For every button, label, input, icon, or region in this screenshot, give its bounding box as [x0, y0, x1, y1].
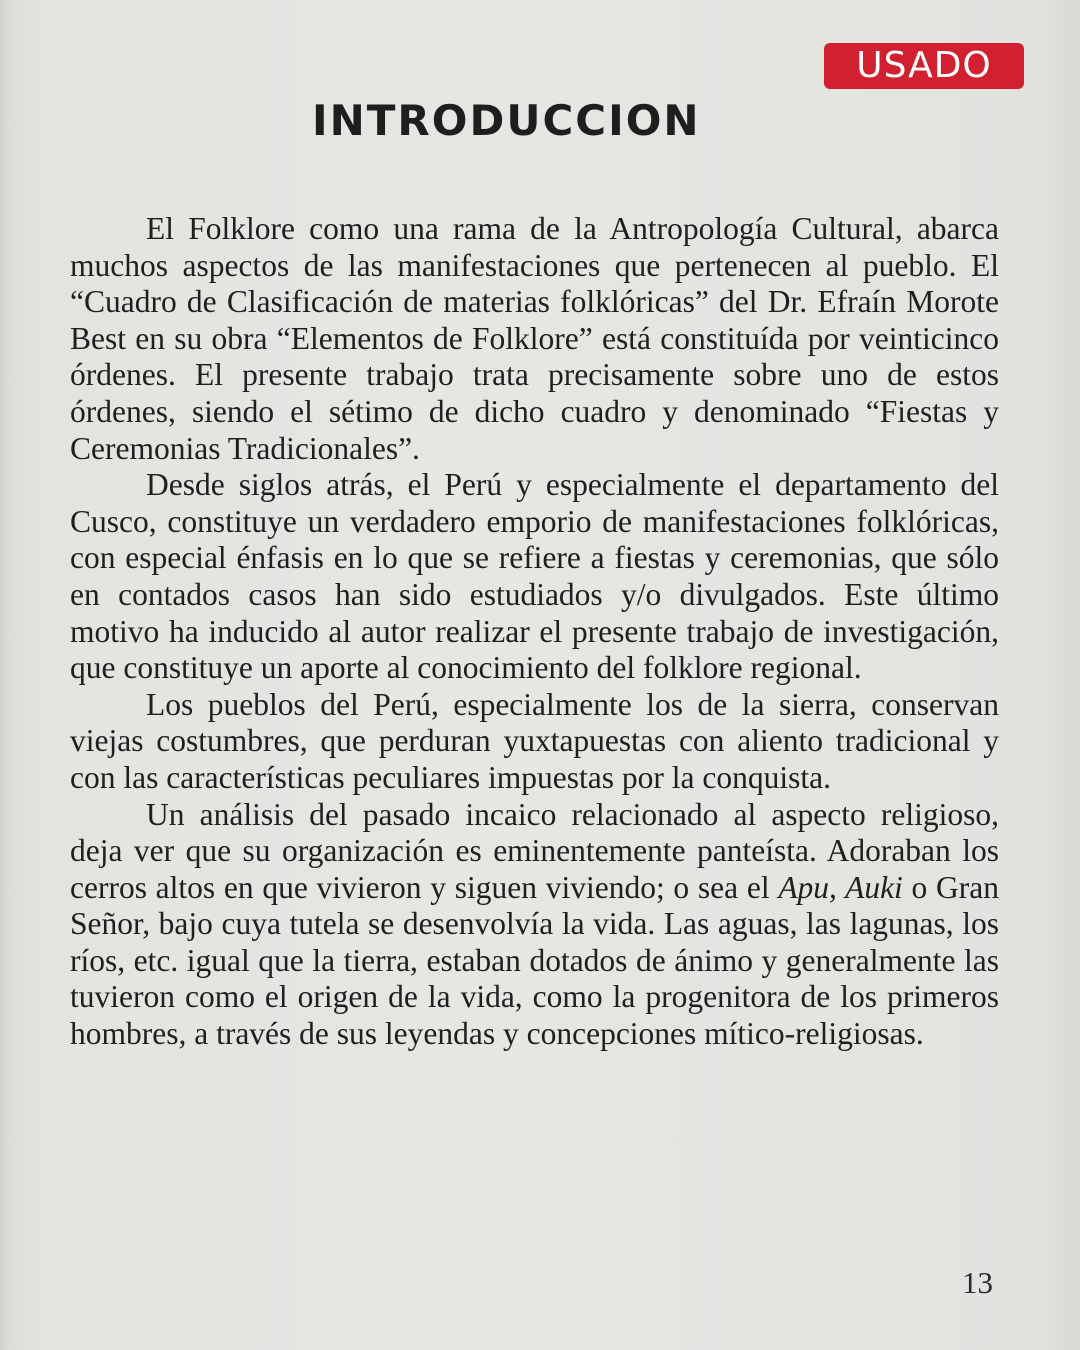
paragraph-1: El Folklore como una rama de la Antropología Cultural, abarca muchos aspectos de las manifestaciones que pertenecen al pueblo. El “Cuadro de Clasificación de materias folklóricas” del Dr. Efraín Morote Best en su obra “Elementos de Folklore” está constituída por veinticinco órdenes. El presente trabajo trata precisamente sobre uno de estos órdenes, siendo el sétimo de dicho cuadro y denominado “Fiestas y Ceremonias Tradicionales”. [70, 211, 999, 466]
paragraph-4 [70, 797, 999, 1053]
paragraph-4-before: Un análisis del pasado incaico relacionado al aspecto religioso, deja ver que su organización es eminentemente panteísta. Adoraban los cerros altos en que vivieron y siguen viviendo; o sea el [70, 796, 999, 905]
page-title: INTRODUCCION [312, 96, 701, 145]
used-badge: USADO [824, 43, 1024, 89]
body-text [70, 211, 999, 1053]
paragraph-4-after: o Gran Señor, bajo cuya tutela se desenvolvía la vida. Las aguas, las lagunas, los ríos, etc. igual que la tierra, estaban dotados de ánimo y generalmente las tuvieron como el origen de la vida, como la progenitora de los primeros hombres, a través de sus leyendas y concepciones mítico-religiosas. [70, 869, 999, 1052]
paragraph-4-italic-terms: Apu, Auki [778, 869, 903, 905]
page-number: 13 [962, 1265, 993, 1300]
paragraph-3: Los pueblos del Perú, especialmente los de la sierra, conservan viejas costumbres, que perduran yuxtapuestas con aliento tradicional y con las características peculiares impuestas por la conquista. [70, 686, 999, 795]
paragraph-2: Desde siglos atrás, el Perú y especialmente el departamento del Cusco, constituye un verdadero emporio de manifestaciones folklóricas, con especial énfasis en lo que se refiere a fiestas y ceremonias, que sólo en contados casos han sido estudiados y/o divulgados. Este último motivo ha inducido al autor realizar el presente trabajo de investigación, que constituye un aporte al conocimiento del folklore regional. [70, 467, 999, 686]
